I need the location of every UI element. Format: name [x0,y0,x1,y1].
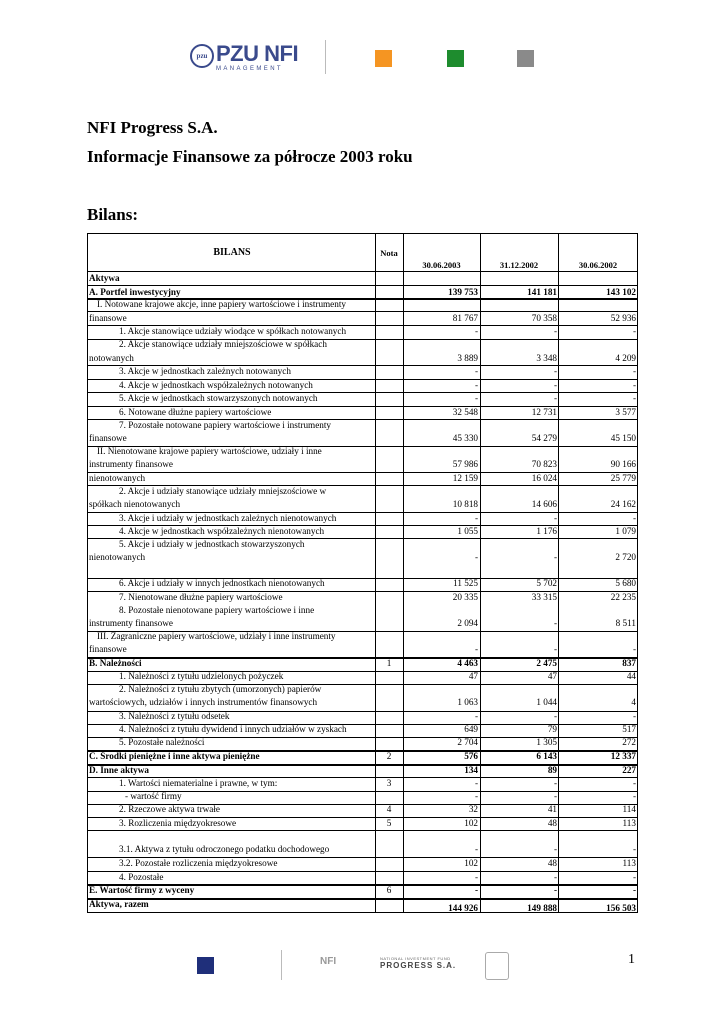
table-header-date-3: 30.06.2002 [578,260,618,270]
row-ii1: nienotowanych [89,473,146,483]
row-b5-v2: 1 305 [536,737,557,747]
row-i2-label-2: notowanych [89,353,134,363]
row-ii1-v3: 25 779 [610,473,636,483]
row-ii5-v1: - [474,552,478,562]
nfi-small-logo [320,956,350,974]
row-ii3-v3: - [632,513,636,523]
company-title: NFI Progress S.A. [87,118,218,137]
row-ii5-v3: 2 720 [615,552,636,562]
nfi-logo-text: NFI [320,956,337,967]
row-i3-v3: - [632,366,636,376]
row-ii7-v3: 22 235 [610,592,636,602]
row-i7-v1: 45 330 [452,433,478,443]
row-ii-label-2: instrumenty finansowe [89,459,173,469]
logo-sub: MANAGEMENT [216,66,284,72]
row-ii-label: II. Nienotowane krajowe papiery wartościowe, udziały i inne [97,446,322,456]
row-e-v2: - [553,885,557,895]
row-i3-v1: - [474,366,478,376]
row-i-v1: 81 767 [452,313,478,323]
row-d3-nota: 5 [386,818,392,828]
row-i7-v2: 54 279 [531,433,557,443]
row-d3-v2: 48 [547,818,557,828]
row-ii7-v1: 20 335 [452,592,478,602]
row-b4-v2: 79 [547,724,557,734]
header-divider [325,40,326,74]
row-b4: 4. Należności z tytułu dywidend i innych udziałów w zyskach [119,724,347,734]
row-d31: 3.1. Aktywa z tytułu odroczonego podatku dochodowego [119,844,330,854]
row-ii3-v2: - [553,513,557,523]
row-ii7: 7. Nienotowane dłużne papiery wartościowe [119,592,283,602]
row-portfel-v1: 139 753 [448,287,478,297]
row-portfel-v3: 143 102 [606,287,636,297]
gray-square-icon [517,50,534,67]
row-aktywa: Aktywa [89,273,120,283]
row-ii8-label-2: instrumenty finansowe [89,618,173,628]
row-portfel: A. Portfel inwestycyjny [89,287,181,297]
row-d1a-v2: - [553,791,557,801]
section-title: Bilans: [87,205,139,224]
row-i6-v2: 12 731 [531,407,557,417]
footer-divider [281,950,282,980]
row-b2-label-2: wartościowych, udziałów i innych instrumentów finansowych [89,697,318,707]
row-i-label-2: finansowe [89,313,127,323]
progress-logo-text: PROGRESS S.A. [380,961,457,970]
row-i4-v3: - [632,380,636,390]
row-inne-v3: 227 [622,765,636,775]
pzu-seal-icon: pzu [190,44,214,68]
row-i1-v1: - [474,326,478,336]
row-naleznosci-v1: 4 463 [457,658,478,668]
row-razem-v2: 149 888 [527,903,557,913]
row-i4-v1: - [474,380,478,390]
row-ii5-v2: - [553,552,557,562]
row-naleznosci: B. Należności [89,658,142,668]
row-i5-v3: - [632,393,636,403]
row-portfel-v2: 141 181 [527,287,557,297]
row-d1-v1: - [474,778,478,788]
row-iii-label-2: finansowe [89,644,127,654]
green-square-icon [447,50,464,67]
row-razem-v3: 156 503 [606,903,636,913]
row-iii-v1: - [474,644,478,654]
orange-square-icon [375,50,392,67]
logo-name: PZU NFI [216,41,299,66]
row-i4-v2: - [553,380,557,390]
row-ii3: 3. Akcje i udziały w jednostkach zależnych nienotowanych [119,513,337,523]
row-b1-v3: 44 [626,671,636,681]
row-ii2-label: 2. Akcje i udziały stanowiące udziały mniejszościowe w [119,486,327,496]
row-e-v3: - [632,885,636,895]
row-srodki-v3: 12 337 [610,751,636,761]
row-d1-v2: - [553,778,557,788]
row-i7-v3: 45 150 [610,433,636,443]
row-i3: 3. Akcje w jednostkach zależnych notowanych [119,366,291,376]
row-naleznosci-nota: 1 [386,658,392,668]
row-ii8-v2: - [553,618,557,628]
row-b5: 5. Pozostałe należności [119,737,205,747]
row-i2-v3: 4 209 [615,353,636,363]
row-d32-v3: 113 [622,858,636,868]
row-ii8-v1: 2 094 [457,618,478,628]
row-d1-nota: 3 [386,778,392,788]
row-ii2-label-2: spółkach nienotowanych [89,499,181,509]
row-i7-label: 7. Pozostałe notowane papiery wartościowe i instrumenty [119,420,332,430]
row-d31-v3: - [632,844,636,854]
row-inne-v1: 134 [464,765,478,775]
row-ii6-v2: 5 702 [536,578,557,588]
row-b2-v3: 4 [631,697,636,707]
row-aktywa-razem: Aktywa, razem [89,899,149,909]
row-iii-v3: - [632,644,636,654]
row-d32-v1: 102 [464,858,478,868]
row-b5-v1: 2 704 [457,737,478,747]
row-d4-v2: - [553,872,557,882]
progress-logo-small: NATIONAL INVESTMENT FUND [380,956,451,961]
page-number: 1 [628,952,635,967]
table-header-nota: Nota [380,248,398,258]
row-i2-label: 2. Akcje stanowiące udziały mniejszościowe w spółkach [119,339,327,349]
row-wartosc-firmy: E. Wartość firmy z wyceny [89,885,195,895]
progress-logo [380,956,480,978]
row-b4-v3: 517 [622,724,636,734]
row-i1: 1. Akcje stanowiące udziały wiodące w spółkach notowanych [119,326,347,336]
row-naleznosci-v3: 837 [622,658,636,668]
row-d2-v2: 41 [547,804,557,814]
row-b3-v1: - [474,711,478,721]
row-d4-v3: - [632,872,636,882]
table-header-label: BILANS [213,247,251,258]
row-ii8-label: 8. Pozostałe nienotowane papiery wartościowe i inne [119,605,315,615]
row-d32-v2: 48 [547,858,557,868]
row-iii-v2: - [553,644,557,654]
balance-sheet-table [87,233,638,913]
table-header-date-1: 30.06.2003 [422,260,461,270]
row-ii5-label-2: nienotowanych [89,552,146,562]
row-ii6: 6. Akcje i udziały w innych jednostkach nienotowanych [119,578,325,588]
blue-square-icon [197,957,214,974]
row-srodki-v2: 6 143 [536,751,557,761]
row-d4: 4. Pozostałe [119,872,164,882]
row-b1: 1. Należności z tytułu udzielonych pożyczek [119,671,284,681]
row-b1-v1: 47 [468,671,478,681]
row-d31-v1: - [474,844,478,854]
row-ii2-v2: 14 606 [531,499,557,509]
row-b2-label: 2. Należności z tytułu zbytych (umorzonych) papierów [119,684,322,694]
row-ii2-v1: 10 818 [452,499,478,509]
row-ii5-label: 5. Akcje i udziały w jednostkach stowarzyszonych [119,539,305,549]
report-title: Informacje Finansowe za półrocze 2003 roku [87,147,413,166]
row-i5-v2: - [553,393,557,403]
row-d2: 2. Rzeczowe aktywa trwałe [119,804,221,814]
row-i1-v3: - [632,326,636,336]
row-ii6-v3: 5 680 [615,578,636,588]
row-b3-v2: - [553,711,557,721]
row-i5: 5. Akcje w jednostkach stowarzyszonych notowanych [119,393,318,403]
page-header [0,38,724,78]
row-i7-label-2: finansowe [89,433,127,443]
row-inne-aktywa: D. Inne aktywa [89,765,149,775]
row-d4-v1: - [474,872,478,882]
row-i2-v2: 3 348 [536,353,557,363]
row-d1a: - wartość firmy [125,791,182,801]
row-d2-v1: 32 [468,804,478,814]
row-b4-v1: 649 [464,724,478,734]
row-d32: 3.2. Pozostałe rozliczenia międzyokresowe [119,858,278,868]
row-razem-v1: 144 926 [448,903,478,913]
row-b2-v2: 1 044 [536,697,557,707]
row-d2-nota: 4 [386,804,392,814]
row-ii4: 4. Akcje w jednostkach współzależnych nienotowanych [119,526,325,536]
row-b3-v3: - [632,711,636,721]
row-i-v2: 70 358 [531,313,557,323]
row-d1-v3: - [632,778,636,788]
row-i5-v1: - [474,393,478,403]
row-srodki-v1: 576 [464,751,478,761]
row-d1a-v3: - [632,791,636,801]
table-header-date-2: 31.12.2002 [499,260,539,270]
row-i-v3: 52 936 [610,313,636,323]
row-ii8-v3: 8 511 [615,618,636,628]
row-e-v1: - [474,885,478,895]
row-i6-v3: 3 577 [615,407,636,417]
row-srodki-nota: 2 [386,751,392,761]
page-footer [0,950,724,986]
row-ii3-v1: - [474,513,478,523]
row-ii6-v1: 11 525 [453,578,478,588]
row-i3-v2: - [553,366,557,376]
row-d1: 1. Wartości niematerialne i prawne, w tym: [119,778,278,788]
row-d3-v3: 113 [622,818,636,828]
row-d2-v3: 114 [622,804,636,814]
row-i6-v1: 32 548 [452,407,478,417]
row-b2-v1: 1 063 [457,697,478,707]
row-srodki: C. Środki pieniężne i inne aktywa pieniężne [89,751,260,761]
row-iii-label: III. Zagraniczne papiery wartościowe, udziały i inne instrumenty [97,631,336,641]
row-ii-v1: 57 986 [452,459,478,469]
row-d3: 3. Rozliczenia międzyokresowe [119,818,237,828]
row-d3-v1: 102 [464,818,478,828]
row-inne-v2: 89 [547,765,557,775]
row-ii4-v2: 1 176 [536,526,557,536]
row-i4: 4. Akcje w jednostkach współzależnych notowanych [119,380,313,390]
pzu-nfi-logo [190,42,318,76]
row-b1-v2: 47 [547,671,557,681]
row-b5-v3: 272 [622,737,636,747]
row-i1-v2: - [553,326,557,336]
row-ii-v2: 70 823 [531,459,557,469]
row-d31-v2: - [553,844,557,854]
row-i-label: I. Notowane krajowe akcje, inne papiery wartościowe i instrumenty [97,299,347,309]
row-ii-v3: 90 166 [610,459,636,469]
row-ii7-v2: 33 315 [531,592,557,602]
row-ii1-v2: 16 024 [531,473,557,483]
row-i2-v1: 3 889 [457,353,478,363]
emblem-icon [485,952,509,980]
row-ii4-v3: 1 079 [615,526,636,536]
row-i6: 6. Notowane dłużne papiery wartościowe [119,407,272,417]
row-d1a-v1: - [474,791,478,801]
row-b3: 3. Należności z tytułu odsetek [119,711,230,721]
row-ii4-v1: 1 055 [457,526,478,536]
row-ii1-v1: 12 159 [452,473,478,483]
row-e-nota: 6 [386,885,392,895]
row-ii2-v3: 24 162 [610,499,636,509]
row-naleznosci-v2: 2 475 [536,658,557,668]
